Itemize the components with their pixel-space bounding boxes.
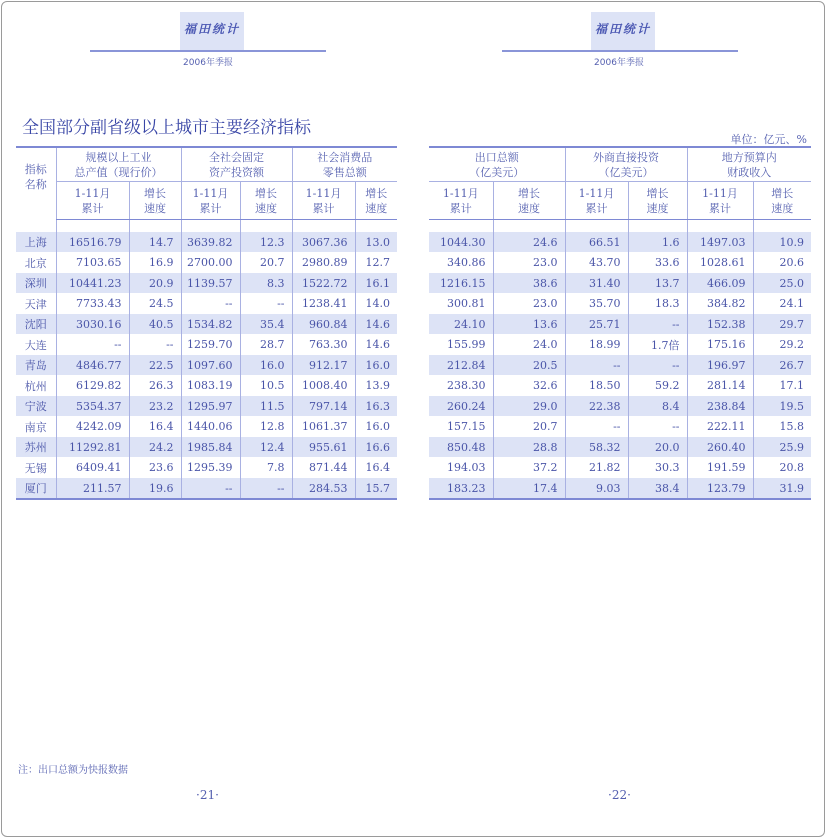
table-cell: 24.1 (753, 293, 811, 314)
table-cell: -- (56, 334, 129, 355)
table-cell: 24.10 (429, 314, 493, 334)
table-cell: 222.11 (687, 416, 753, 437)
table-row (429, 293, 811, 314)
table-cell: 238.84 (687, 396, 753, 416)
table-cell: 33.6 (628, 252, 687, 273)
sub-header: 1-11月 累计 (292, 182, 355, 220)
page-title: 全国部分副省级以上城市主要经济指标 (22, 118, 311, 138)
table-row (16, 273, 397, 293)
table-cell: 20.0 (628, 437, 687, 457)
table-cell: 19.5 (753, 396, 811, 416)
table-cell: -- (628, 314, 687, 334)
city-name: 沈阳 (16, 314, 56, 334)
table-cell: 11.5 (240, 396, 292, 416)
table-cell: 7733.43 (56, 293, 129, 314)
table-row (429, 375, 811, 396)
table-cell: 16.4 (355, 457, 397, 478)
table-cell: 22.38 (565, 396, 628, 416)
table-cell: -- (240, 293, 292, 314)
table-row (16, 437, 397, 457)
left-group-header: 规模以上工业 总产值（现行价） (56, 147, 181, 182)
table-cell: 912.17 (292, 355, 355, 375)
table-cell: 1238.41 (292, 293, 355, 314)
city-name: 苏州 (16, 437, 56, 457)
table-cell: 18.99 (565, 334, 628, 355)
table-cell: 16.4 (129, 416, 181, 437)
city-name: 厦门 (16, 478, 56, 499)
table-cell: 9.03 (565, 478, 628, 499)
footnote: 注：出口总额为快报数据 (18, 765, 128, 776)
city-name: 杭州 (24, 379, 47, 393)
table-cell: 211.57 (56, 478, 129, 499)
table-cell: 37.2 (493, 457, 565, 478)
table-cell: 8.4 (628, 396, 687, 416)
table-cell: 38.6 (493, 273, 565, 293)
table-cell: 960.84 (292, 314, 355, 334)
table-row (16, 457, 397, 478)
table-cell: 28.7 (240, 334, 292, 355)
table-cell: 16.1 (355, 273, 397, 293)
table-row (16, 396, 397, 416)
table-cell: 19.6 (129, 478, 181, 499)
gap-row (429, 220, 811, 233)
table-row (16, 232, 397, 252)
city-name: 大连 (24, 338, 47, 352)
table-cell: 284.53 (292, 478, 355, 499)
table-cell: 238.30 (447, 379, 486, 392)
table-cell: 281.14 (687, 375, 753, 396)
table-cell: 35.70 (565, 293, 628, 314)
corner-line-1: 指标 (24, 163, 47, 176)
table-cell: 1061.37 (292, 416, 355, 437)
table-cell: -- (181, 293, 240, 314)
city-name: 青岛 (16, 355, 56, 375)
corner-header (16, 147, 56, 220)
table-cell: 3067.36 (292, 232, 355, 252)
table-cell: 24.2 (129, 437, 181, 457)
table-cell: 16.0 (355, 416, 397, 437)
table-cell: 8.3 (240, 273, 292, 293)
table-cell: 384.82 (687, 293, 753, 314)
table-cell: 1.6 (628, 232, 687, 252)
table-cell: 155.99 (447, 338, 486, 351)
table-cell: 10441.23 (56, 273, 129, 293)
table-cell: 15.7 (355, 478, 397, 499)
table-row (16, 478, 397, 499)
table-cell: 6129.82 (56, 375, 129, 396)
table-cell: 24.5 (129, 293, 181, 314)
table-cell: 1139.57 (181, 273, 240, 293)
table-cell: 3030.16 (56, 314, 129, 334)
table-cell: 12.7 (355, 252, 397, 273)
page-number-left: ·21· (196, 788, 219, 802)
sub-header: 增长 速度 (753, 182, 811, 220)
table-cell: 11292.81 (56, 437, 129, 457)
sub-header: 1-11月 累计 (687, 182, 753, 220)
table-cell: 40.5 (129, 314, 181, 334)
table-row (429, 232, 811, 252)
sub-header: 增长 速度 (628, 182, 687, 220)
table-cell: 25.0 (753, 273, 811, 293)
table-cell: 4846.77 (56, 355, 129, 375)
table-cell: 22.5 (129, 355, 181, 375)
table-row (16, 252, 397, 273)
table-cell: 16.0 (240, 355, 292, 375)
table-cell: 13.0 (355, 232, 397, 252)
header-year-right: 2006年季报 (594, 58, 644, 68)
table-cell: 23.0 (493, 252, 565, 273)
table-cell: 23.0 (493, 293, 565, 314)
table-cell: 340.86 (447, 256, 486, 269)
table-cell: 212.84 (429, 355, 493, 375)
right-table (429, 146, 811, 500)
table-cell: 28.8 (493, 437, 565, 457)
table-cell: 14.0 (355, 293, 397, 314)
right-group-header: 地方预算内 财政收入 (687, 147, 811, 182)
sub-header: 1-11月 累计 (565, 182, 628, 220)
table-row (16, 293, 397, 314)
sub-header: 增长 速度 (240, 182, 292, 220)
table-cell: 260.24 (429, 396, 493, 416)
table-row (429, 437, 811, 457)
table-cell: 13.7 (628, 273, 687, 293)
sub-header: 增长 速度 (355, 182, 397, 220)
table-cell: 466.09 (687, 273, 753, 293)
table-cell: -- (628, 355, 687, 375)
table-cell: 1985.84 (181, 437, 240, 457)
table-cell: 1083.19 (181, 375, 240, 396)
table-cell: 29.7 (753, 314, 811, 334)
city-name: 宁波 (16, 396, 56, 416)
table-cell: 20.8 (753, 457, 811, 478)
table-cell: 29.0 (493, 396, 565, 416)
table-cell: 175.16 (687, 334, 753, 355)
table-cell: 58.32 (565, 437, 628, 457)
table-cell: -- (565, 416, 628, 437)
table-cell: 1216.15 (429, 273, 493, 293)
table-cell: 871.44 (292, 457, 355, 478)
left-table (16, 146, 397, 500)
table-cell: 17.1 (753, 375, 811, 396)
table-cell: 14.6 (355, 334, 397, 355)
table-cell: 29.2 (753, 334, 811, 355)
table-cell: 16.3 (355, 396, 397, 416)
sub-header: 1-11月 累计 (429, 182, 493, 220)
table-cell: 23.2 (129, 396, 181, 416)
gap-row (16, 220, 397, 233)
table-cell: 31.40 (565, 273, 628, 293)
table-cell: 32.6 (493, 375, 565, 396)
table-cell: 66.51 (565, 232, 628, 252)
table-cell: 31.9 (753, 478, 811, 499)
table-cell: 260.40 (687, 437, 753, 457)
table-row (429, 273, 811, 293)
table-cell: 196.97 (687, 355, 753, 375)
table-cell: 14.7 (129, 232, 181, 252)
left-group-header: 全社会固定 资产投资额 (181, 147, 292, 182)
table-cell: 2700.00 (181, 252, 240, 273)
table-row (16, 416, 397, 437)
table-cell: 1028.61 (687, 252, 753, 273)
table-cell: 1295.39 (181, 457, 240, 478)
table-row (429, 396, 811, 416)
table-row (429, 334, 811, 355)
table-cell: 1008.40 (292, 375, 355, 396)
table-cell: 20.9 (129, 273, 181, 293)
table-cell: 4242.09 (56, 416, 129, 437)
table-cell: 30.3 (628, 457, 687, 478)
table-cell: 35.4 (240, 314, 292, 334)
table-cell: 25.9 (753, 437, 811, 457)
table-cell: 17.4 (493, 478, 565, 499)
table-cell: 2980.89 (292, 252, 355, 273)
table-cell: 25.71 (565, 314, 628, 334)
table-cell: 10.9 (753, 232, 811, 252)
sub-header: 1-11月 累计 (56, 182, 129, 220)
right-group-header: 外商直接投资 （亿美元） (565, 147, 687, 182)
table-cell: 16.0 (355, 355, 397, 375)
table-cell: 955.61 (292, 437, 355, 457)
table-cell: 43.70 (565, 252, 628, 273)
table-cell: 15.8 (753, 416, 811, 437)
table-cell: 152.38 (687, 314, 753, 334)
page-number-right: ·22· (608, 788, 631, 802)
table-cell: 26.7 (753, 355, 811, 375)
table-cell: -- (129, 334, 181, 355)
table-row (429, 478, 811, 499)
table-cell: 23.6 (129, 457, 181, 478)
table-cell: 1522.72 (292, 273, 355, 293)
table-cell: 7103.65 (56, 252, 129, 273)
table-cell: 24.0 (493, 334, 565, 355)
table-cell: 191.59 (687, 457, 753, 478)
city-name: 天津 (24, 297, 47, 311)
table-row (16, 334, 397, 355)
table-cell: 157.15 (447, 420, 486, 433)
table-cell: 850.48 (429, 437, 493, 457)
table-row (16, 314, 397, 334)
table-cell: 14.6 (355, 314, 397, 334)
table-cell: 3639.82 (181, 232, 240, 252)
table-row (429, 355, 811, 375)
table-cell: 18.3 (628, 293, 687, 314)
table-cell: 5354.37 (56, 396, 129, 416)
table-cell: 13.6 (493, 314, 565, 334)
table-cell: 16516.79 (56, 232, 129, 252)
sub-header: 1-11月 累计 (181, 182, 240, 220)
table-cell: 1097.60 (181, 355, 240, 375)
table-cell: 24.6 (493, 232, 565, 252)
city-name: 南京 (24, 420, 47, 434)
left-group-header: 社会消费品 零售总额 (292, 147, 397, 182)
table-cell: 26.3 (129, 375, 181, 396)
table-cell: 797.14 (292, 396, 355, 416)
header-year-left: 2006年季报 (183, 58, 233, 68)
city-name: 北京 (24, 256, 47, 270)
table-cell: 1259.70 (181, 334, 240, 355)
table-cell: 20.5 (493, 355, 565, 375)
table-row (429, 314, 811, 334)
table-cell: 194.03 (447, 461, 486, 474)
table-cell: 10.5 (240, 375, 292, 396)
table-row (16, 375, 397, 396)
table-cell: 38.4 (628, 478, 687, 499)
city-name: 无锡 (24, 461, 47, 475)
table-cell: 1.7倍 (628, 334, 687, 355)
table-cell: 21.82 (565, 457, 628, 478)
table-row (429, 457, 811, 478)
table-cell: -- (240, 478, 292, 499)
table-cell: 12.3 (240, 232, 292, 252)
table-cell: 1295.97 (181, 396, 240, 416)
table-cell: 7.8 (240, 457, 292, 478)
header-rule-left (90, 50, 326, 52)
table-cell: 300.81 (447, 297, 486, 310)
table-row (16, 355, 397, 375)
sub-header: 增长 速度 (493, 182, 565, 220)
header-brand-left: 福田统计 (183, 22, 240, 36)
table-cell: 13.9 (355, 375, 397, 396)
header-rule-right (502, 50, 738, 52)
table-cell: 1044.30 (429, 232, 493, 252)
table-cell: 6409.41 (56, 457, 129, 478)
table-cell: 1497.03 (687, 232, 753, 252)
table-cell: -- (181, 478, 240, 499)
sub-header: 增长 速度 (129, 182, 181, 220)
table-cell: 123.79 (687, 478, 753, 499)
table-cell: 12.4 (240, 437, 292, 457)
table-row (429, 252, 811, 273)
unit-label: 单位：亿元、% (730, 133, 807, 146)
table-cell: 20.7 (493, 416, 565, 437)
table-cell: 59.2 (628, 375, 687, 396)
table-cell: 1534.82 (181, 314, 240, 334)
table-cell: 16.9 (129, 252, 181, 273)
table-cell: 20.7 (240, 252, 292, 273)
table-cell: 12.8 (240, 416, 292, 437)
city-name: 深圳 (16, 273, 56, 293)
table-cell: 20.6 (753, 252, 811, 273)
table-cell: 763.30 (292, 334, 355, 355)
table-cell: 1440.06 (181, 416, 240, 437)
table-cell: 16.6 (355, 437, 397, 457)
city-name: 上海 (16, 232, 56, 252)
table-cell: 18.50 (565, 375, 628, 396)
table-row (429, 416, 811, 437)
header-brand-right: 福田统计 (594, 22, 651, 36)
table-cell: 183.23 (429, 478, 493, 499)
right-group-header: 出口总额 （亿美元） (429, 147, 565, 182)
corner-line-2: 名称 (24, 178, 47, 191)
table-cell: -- (628, 416, 687, 437)
table-cell: -- (565, 355, 628, 375)
